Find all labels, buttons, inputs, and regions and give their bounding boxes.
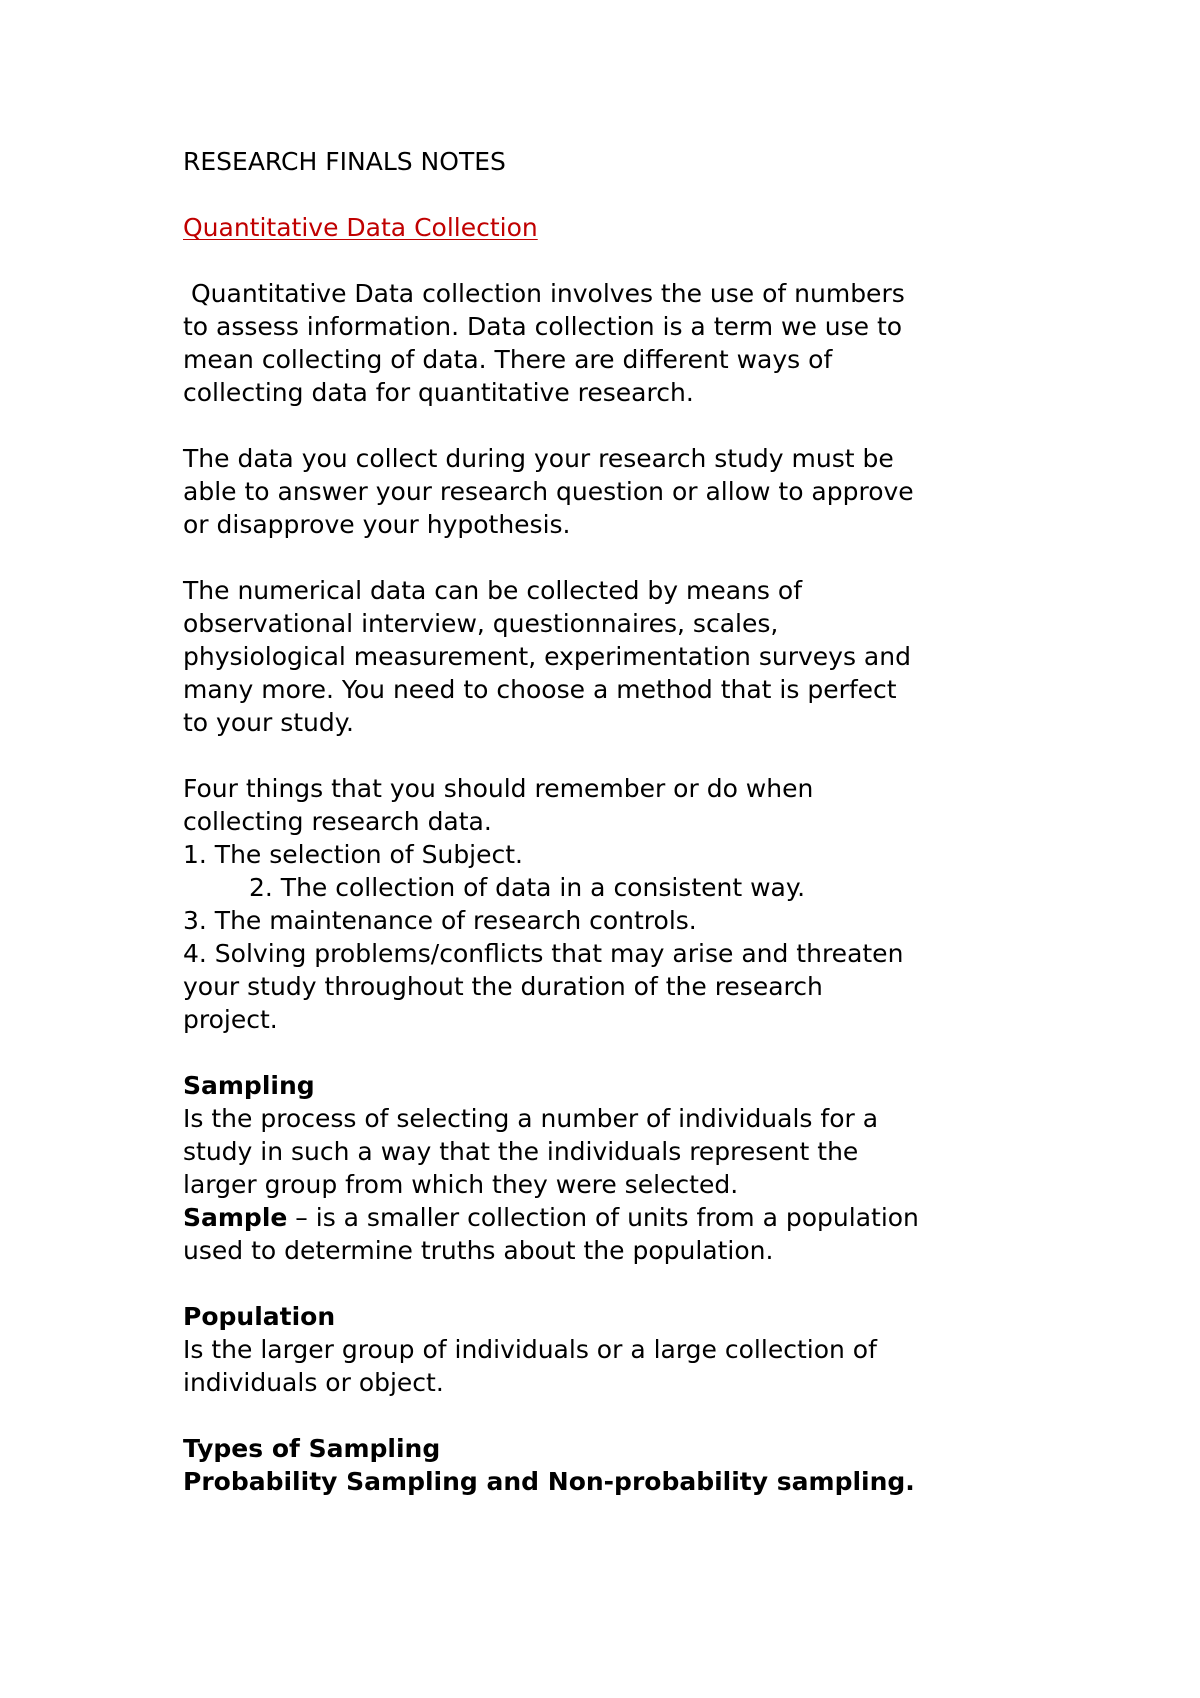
spacer: [183, 1399, 1083, 1432]
paragraph-line: many more. You need to choose a method that is perfect: [183, 675, 897, 704]
paragraph-line: to assess information. Data collection is a term we use to: [183, 312, 903, 341]
paragraph-line: physiological measurement, experimentation surveys and: [183, 642, 911, 671]
spacer: [183, 739, 1083, 772]
spacer: [183, 409, 1083, 442]
types-of-sampling-heading: Types of Sampling: [183, 1434, 441, 1463]
sampling-heading: Sampling: [183, 1071, 315, 1100]
paragraph-line: or disapprove your hypothesis.: [183, 510, 571, 539]
document-page: [183, 145, 1083, 1498]
spacer: [183, 1267, 1083, 1300]
paragraph-line: mean collecting of data. There are different ways of: [183, 345, 833, 374]
sample-definition: – is a smaller collection of units from a population: [287, 1203, 919, 1232]
list-item: 3. The maintenance of research controls.: [183, 906, 697, 935]
paragraph-line: The numerical data can be collected by means of: [183, 576, 802, 605]
paragraph-line: observational interview, questionnaires, scales,: [183, 609, 779, 638]
sample-definition-line: [183, 1201, 1083, 1234]
paragraph-line: to your study.: [183, 708, 354, 737]
population-heading: Population: [183, 1302, 336, 1331]
paragraph-line: collecting data for quantitative research.: [183, 378, 694, 407]
paragraph-line: Is the process of selecting a number of individuals for a: [183, 1104, 879, 1133]
spacer: [183, 1036, 1083, 1069]
section-title: Quantitative Data Collection: [183, 213, 538, 242]
spacer: [183, 178, 1083, 211]
paragraph-line: The data you collect during your research study must be: [183, 444, 894, 473]
spacer: [183, 244, 1083, 277]
list-item: 1. The selection of Subject.: [183, 840, 524, 869]
types-of-sampling-line: Probability Sampling and Non-probability sampling.: [183, 1467, 915, 1496]
paragraph-line: larger group from which they were selected.: [183, 1170, 739, 1199]
paragraph-line: used to determine truths about the population.: [183, 1236, 774, 1265]
list-item-continuation: project.: [183, 1005, 278, 1034]
paragraph-line: Four things that you should remember or do when: [183, 774, 814, 803]
paragraph-line: able to answer your research question or allow to approve: [183, 477, 914, 506]
sample-term: Sample: [183, 1203, 288, 1232]
list-item: 4. Solving problems/conflicts that may arise and threaten: [183, 939, 904, 968]
paragraph-line: collecting research data.: [183, 807, 492, 836]
paragraph-line: individuals or object.: [183, 1368, 444, 1397]
document-title: RESEARCH FINALS NOTES: [183, 147, 506, 176]
paragraph-line: Quantitative Data collection involves the use of numbers: [191, 279, 905, 308]
paragraph-line: Is the larger group of individuals or a large collection of: [183, 1335, 877, 1364]
paragraph-line: study in such a way that the individuals represent the: [183, 1137, 859, 1166]
spacer: [183, 541, 1083, 574]
list-item: 2. The collection of data in a consistent way.: [249, 873, 806, 902]
list-item-continuation: your study throughout the duration of the research: [183, 972, 823, 1001]
